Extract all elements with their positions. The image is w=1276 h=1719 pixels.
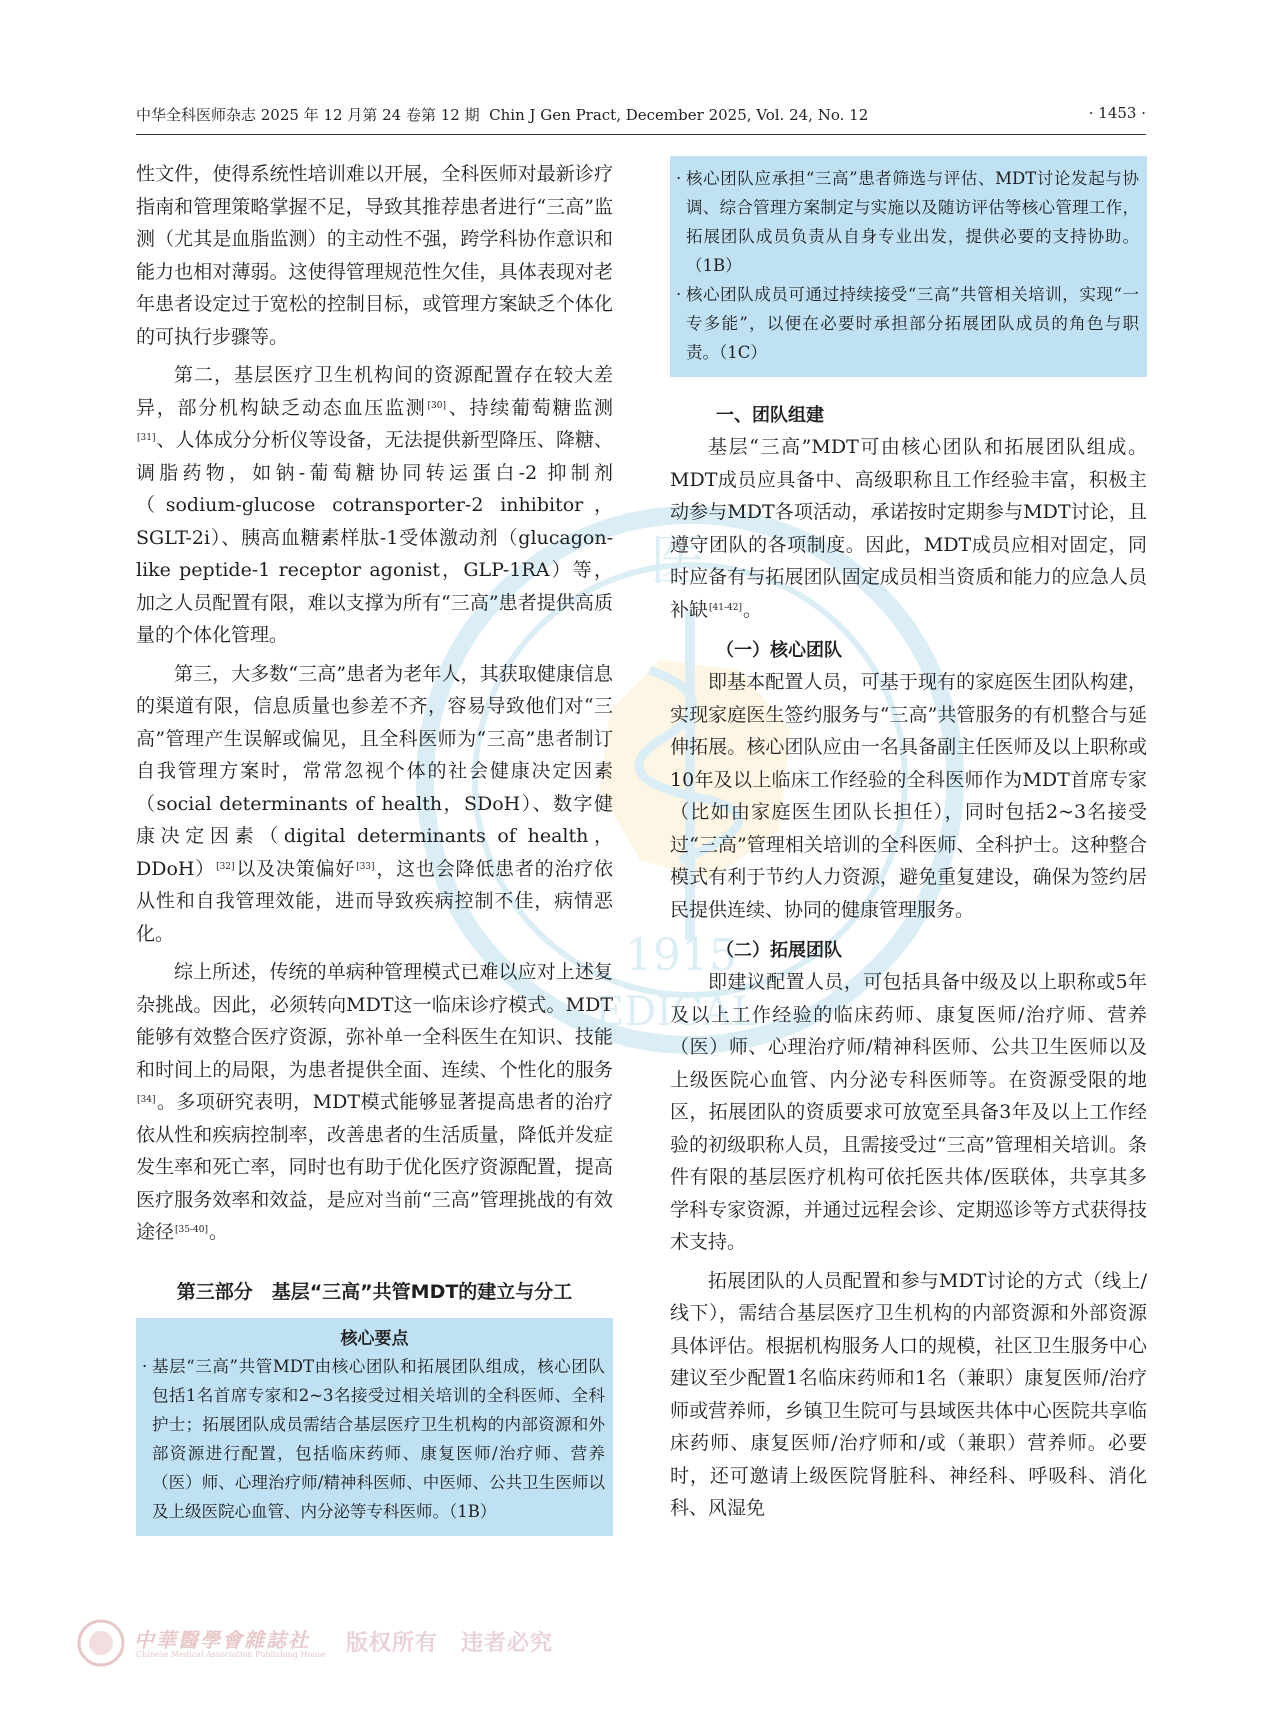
publisher-name: 中華醫學會雜誌社 xyxy=(134,1628,310,1652)
paragraph-3-text-b: 以及决策偏好 xyxy=(235,857,356,880)
key-point-1: · 基层“三高”共管MDT由核心团队和拓展团队组成，核心团队包括1名首席专家和2~3名接受过相关培训的全科医师、全科护士；拓展团队成员需结合基层医疗卫生机构的内部资源和外部资源进行配置，包括临床药师、康复医师/治疗师、营养（医）师、心理治疗师/精神科医师、中医师、公共卫生医师以及上级医院心血管、内分泌等专科医师。（1B） xyxy=(144,1352,605,1526)
citation-32: [32] xyxy=(216,861,235,872)
left-column xyxy=(136,158,613,1536)
paragraph-3-text-a: 第三，大多数“三高”患者为老年人，其获取健康信息的渠道有限，信息质量也参差不齐，容易导致他们对“三高”管理产生误解或偏见，且全科医师为“三高”患者制订自我管理方案时，常常忽视个体的社会健康决定因素（social determinants of health，SDoH）、数字健康决定因素（digital determinants of health，DDoH） xyxy=(136,662,613,880)
publisher-footer-mark xyxy=(76,1618,554,1668)
citation-41-42: [41-42] xyxy=(709,602,742,613)
paragraph-3 xyxy=(136,658,613,951)
key-point-2: · 核心团队应承担“三高”患者筛选与评估、MDT讨论发起与协调、综合管理方案制定与实施以及随访评估等核心管理工作，拓展团队成员负责从自身专业出发，提供必要的支持协助。（1B） xyxy=(678,164,1139,280)
publisher-logo-icon xyxy=(76,1618,126,1668)
citation-33: [33] xyxy=(356,861,375,872)
watermark-word: EDICAL xyxy=(595,989,759,1035)
key-points-title: 核心要点 xyxy=(340,1328,409,1349)
key-point-3: · 核心团队成员可通过持续接受“三高”共管相关培训，实现“一专多能”，以便在必要时承担部分拓展团队成员的角色与职责。（1C） xyxy=(678,280,1139,367)
core-team-paragraph: 即基本配置人员，可基于现有的家庭医生团队构建，实现家庭医生签约服务与“三高”共管服务的有机整合与延伸拓展。核心团队应由一名具备副主任医师及以上职称或10年及以上临床工作经验的全科医师作为MDT首席专家（比如由家庭医生团队长担任），同时包括2~3名接受过“三高”管理相关培训的全科医师、全科护士。这种整合模式有利于节约人力资源，避免重复建设，确保为签约居民提供连续、协同的健康管理服务。 xyxy=(670,671,1147,921)
citation-30: [30] xyxy=(427,400,446,411)
paragraph-2-text-c: 、人体成分分析仪等设备，无法提供新型降压、降糖、调脂药物，如钠-葡萄糖协同转运蛋白-2 抑制剂（sodium-glucose cotransporter-2 inhibitor，SGLT-2i）、胰高血糖素样肽-1受体激动剂（glucagon-like peptide-1 receptor agonist，GLP-1RA）等，加之人员配置有限，难以支撑为所有“三高”患者提供高质量的个体化管理。 xyxy=(136,429,613,646)
page-number: · 1453 · xyxy=(1088,104,1146,122)
citation-31: [31] xyxy=(137,433,156,443)
paragraph-1: 性文件，使得系统性培训难以开展，全科医师对最新诊疗指南和管理策略掌握不足，导致其推荐患者进行“三高”监测（尤其是血脂监测）的主动性不强，跨学科协作意识和能力也相对薄弱。这使得管理规范性欠佳，具体表现对老年患者设定过于宽松的控制目标，或管理方案缺乏个体化的可执行步骤等。 xyxy=(136,163,613,348)
extended-team-paragraph-1: 即建议配置人员，可包括具备中级及以上职称或5年及以上工作经验的临床药师、康复医师/治疗师、营养（医）师、心理治疗师/精神科医师、公共卫生医师以及上级医院心血管、内分泌专科医师等。在资源受限的地区，拓展团队的资质要求可放宽至具备3年及以上工作经验的初级职称人员，且需接受过“三高”管理相关培训。条件有限的基层医疗机构可依托医共体/医联体，共享其多学科专家资源，并通过远程会诊、定期巡诊等方式获得技术支持。 xyxy=(670,971,1147,1253)
watermark-char: 医 xyxy=(650,529,706,594)
paragraph-3-text-c: ，这也会降低患者的治疗依从性和自我管理效能，进而导致疾病控制不佳，病情恶化。 xyxy=(136,857,613,945)
key-points-box-continued xyxy=(670,156,1147,377)
subsection-core-team: （一）核心团队 xyxy=(716,640,842,661)
paragraph-2 xyxy=(136,359,613,652)
journal-citation xyxy=(136,104,868,125)
section-team-building: 一、团队组建 xyxy=(716,405,824,426)
paragraph-2-text-a: 第二，基层医疗卫生机构间的资源配置存在较大差异，部分机构缺乏动态血压监测 xyxy=(136,364,613,419)
citation-34: [34] xyxy=(137,1095,156,1105)
team-building-text-a: 基层“三高”MDT可由核心团队和拓展团队组成。MDT成员应具备中、高级职称且工作经验丰富，积极主动参与MDT各项活动，承诺按时定期参与MDT讨论，且遵守团队的各项制度。因此，MDT成员应相对固定，同时应备有与拓展团队固定成员相当资质和能力的应急人员补缺 xyxy=(670,436,1147,621)
paragraph-4-text-c: 。 xyxy=(208,1221,228,1243)
team-building-text-b: 。 xyxy=(742,598,762,621)
watermark-year: 1915 xyxy=(625,930,737,981)
paragraph-4 xyxy=(136,956,613,1249)
citation-35-40: [35-40] xyxy=(175,1225,208,1235)
running-header xyxy=(136,104,1146,130)
publisher-name-en: Chinese Medical Association Publishing House xyxy=(136,1650,327,1659)
team-building-paragraph xyxy=(670,431,1147,626)
journal-title-en: Chin J Gen Pract, December 2025, Vol. 24, No. 12 xyxy=(489,106,869,124)
right-column xyxy=(670,156,1147,1525)
extended-team-paragraph-2: 拓展团队的人员配置和参与MDT讨论的方式（线上/线下），需结合基层医疗卫生机构的内部资源和外部资源具体评估。根据机构服务人口的规模，社区卫生服务中心建议至少配置1名临床药师和1名（兼职）康复医师/治疗师或营养师，乡镇卫生院可与县域医共体中心医院共享临床药师、康复医师/治疗师和/或（兼职）营养师。必要时，还可邀请上级医院肾脏科、神经科、呼吸科、消化科、风湿免 xyxy=(670,1269,1147,1519)
copyright-notice: 版权所有 违者必究 xyxy=(346,1630,554,1656)
journal-title-cn: 中华全科医师杂志 2025 年 12 月第 24 卷第 12 期 xyxy=(136,106,480,124)
part-three-title: 第三部分 基层“三高”共管MDT的建立与分工 xyxy=(176,1280,573,1303)
paragraph-2-text-b: 、持续葡萄糖监测 xyxy=(446,396,613,419)
subsection-extended-team: （二）拓展团队 xyxy=(716,940,842,961)
key-points-box xyxy=(136,1318,613,1536)
header-divider xyxy=(136,134,1146,135)
paragraph-4-text-a: 综上所述，传统的单病种管理模式已难以应对上述复杂挑战。因此，必须转向MDT这一临床诊疗模式。MDT能够有效整合医疗资源，弥补单一全科医生在知识、技能和时间上的局限，为患者提供全面、连续、个性化的服务 xyxy=(136,961,613,1081)
paragraph-4-text-b: 。多项研究表明，MDT模式能够显著提高患者的治疗依从性和疾病控制率，改善患者的生活质量，降低并发症发生率和死亡率，同时也有助于优化医疗资源配置，提高医疗服务效率和效益，是应对当前“三高”管理挑战的有效途径 xyxy=(136,1091,613,1243)
